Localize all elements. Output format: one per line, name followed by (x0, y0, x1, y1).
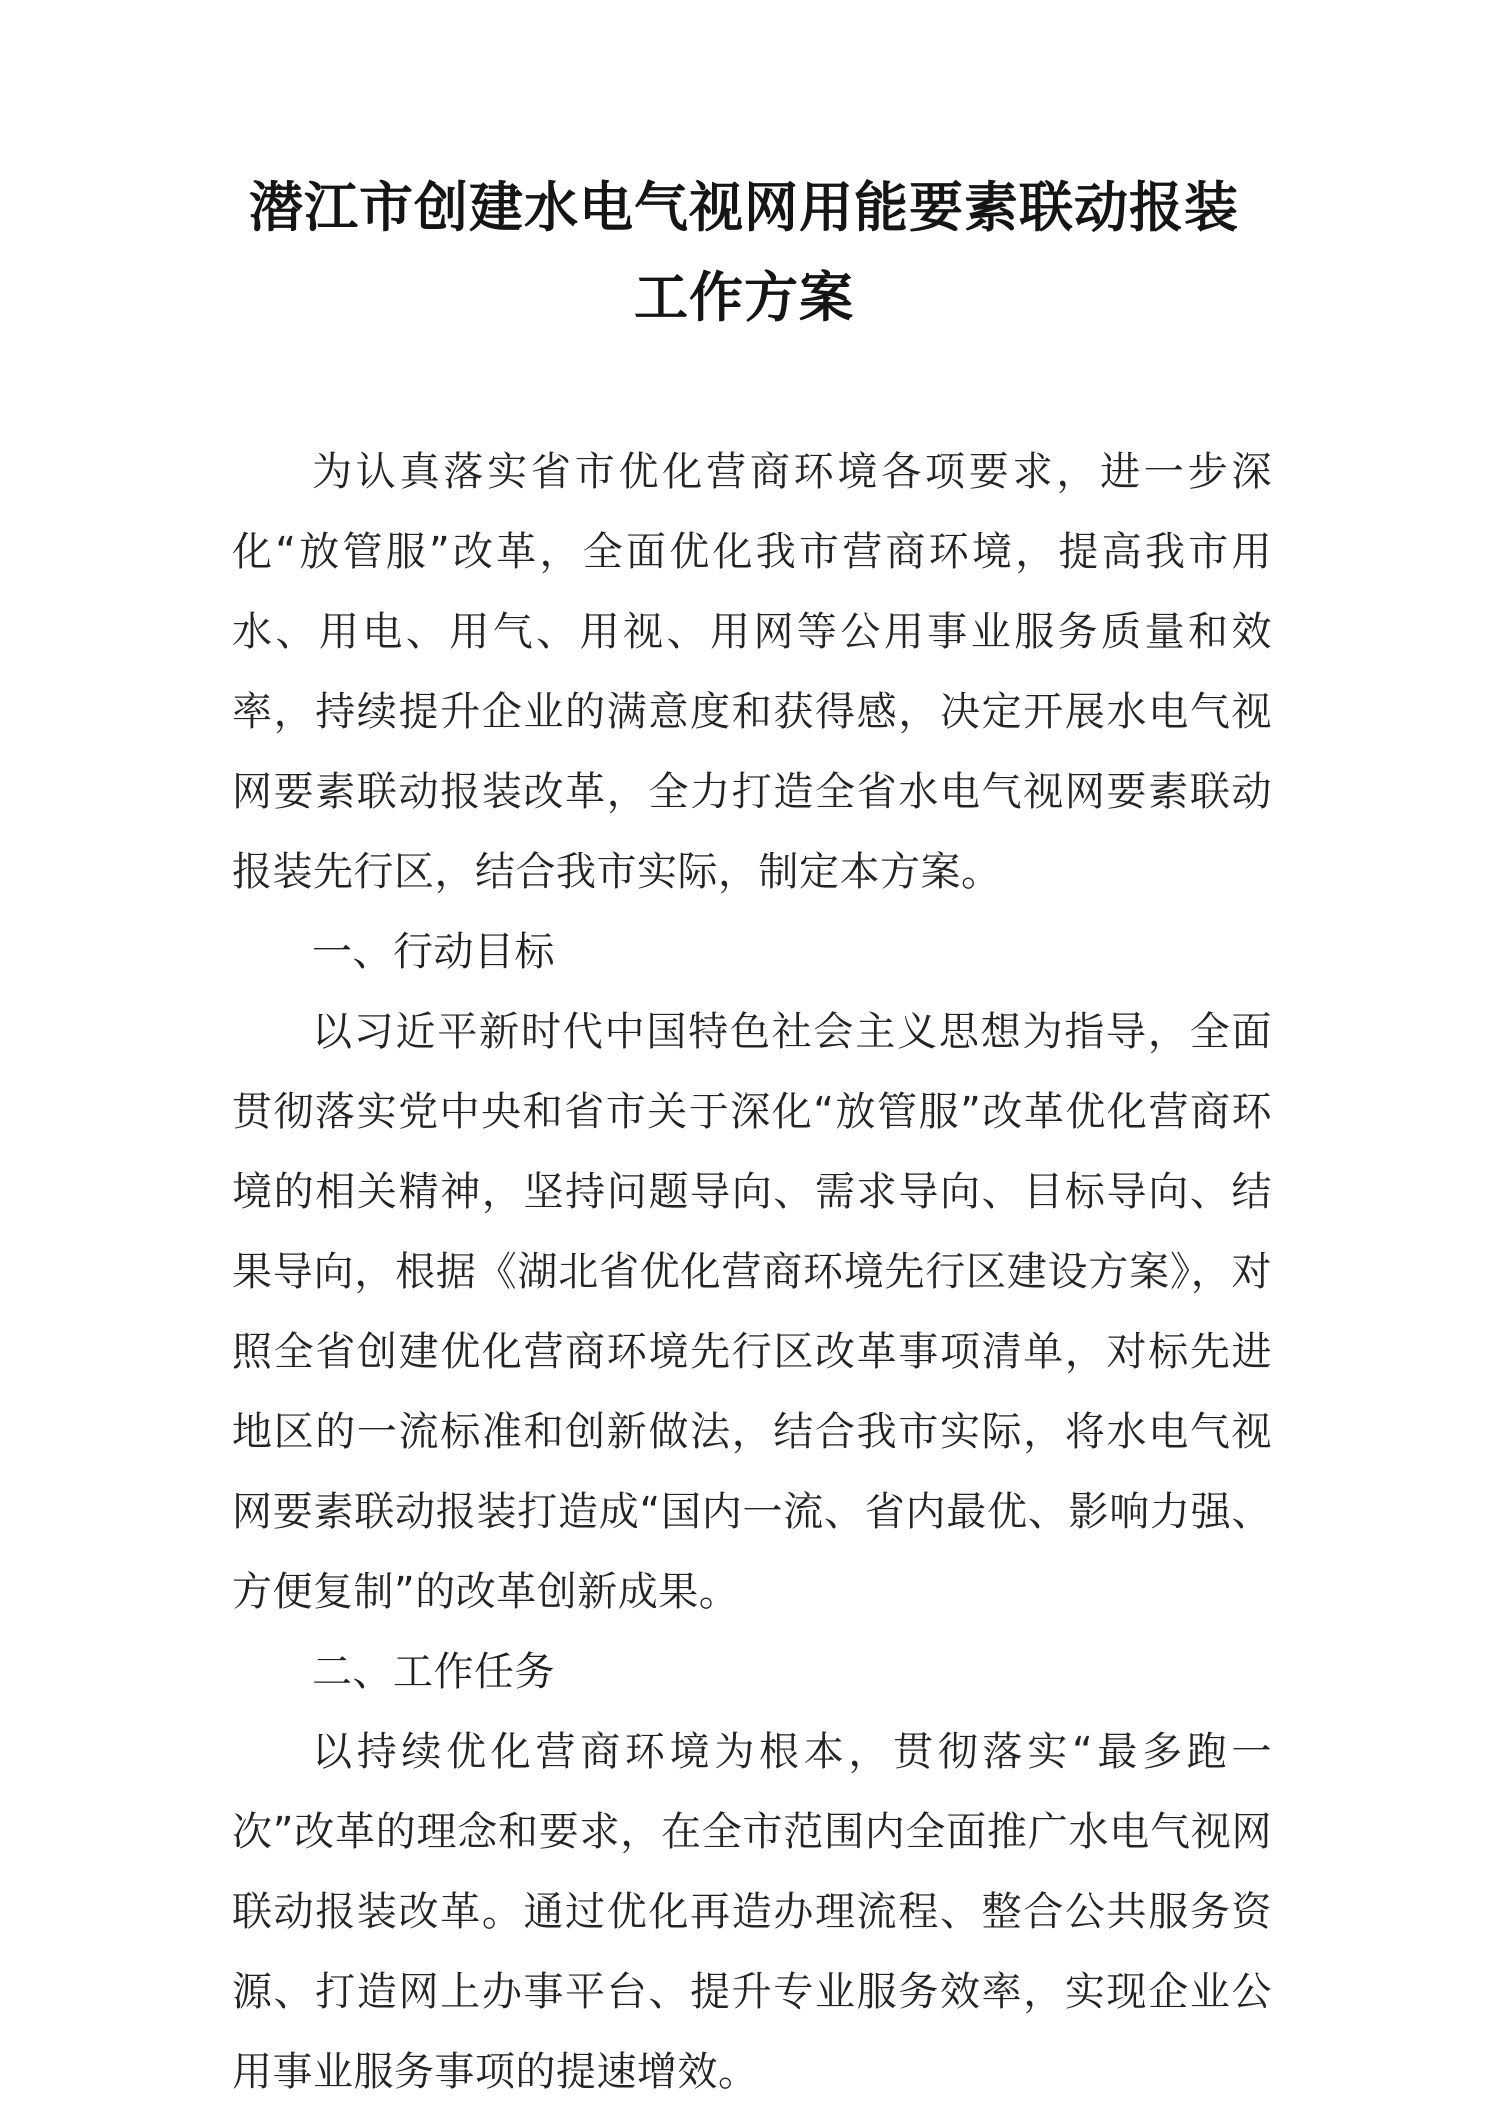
goals-paragraph: 以习近平新时代中国特色社会主义思想为指导，全面贯彻落实党中央和省市关于深化“放管服”改革优化营商环境的相关精神，坚持问题导向、需求导向、目标导向、结果导向，根据《湖北省优化营商环境先行区建设方案》，对照全省创建优化营商环境先行区改革事项清单，对标先进地区的一流标准和创新做法，结合我市实际，将水电气视网要素联动报装打造成“国内一流、省内最优、影响力强、方便复制”的改革创新成果。 (232, 1009, 1272, 1615)
document-body (232, 432, 1272, 2112)
section-heading-goals: 一、行动目标 (312, 929, 555, 975)
document-title-line-2: 工作方案 (634, 265, 854, 329)
document-title-line-1: 潜江市创建水电气视网用能要素联动报装 (249, 175, 1239, 239)
tasks-paragraph: 以持续优化营商环境为根本，贯彻落实“最多跑一次”改革的理念和要求，在全市范围内全面推广水电气视网联动报装改革。通过优化再造办理流程、整合公共服务资源、打造网上办事平台、提升专业服务效率，实现企业公用事业服务事项的提速增效。 (232, 1729, 1272, 2095)
intro-paragraph: 为认真落实省市优化营商环境各项要求，进一步深化“放管服”改革，全面优化我市营商环境，提高我市用水、用电、用气、用视、用网等公用事业服务质量和效率，持续提升企业的满意度和获得感，决定开展水电气视网要素联动报装改革，全力打造全省水电气视网要素联动报装先行区，结合我市实际，制定本方案。 (232, 449, 1272, 895)
section-heading-tasks: 二、工作任务 (312, 1649, 555, 1695)
